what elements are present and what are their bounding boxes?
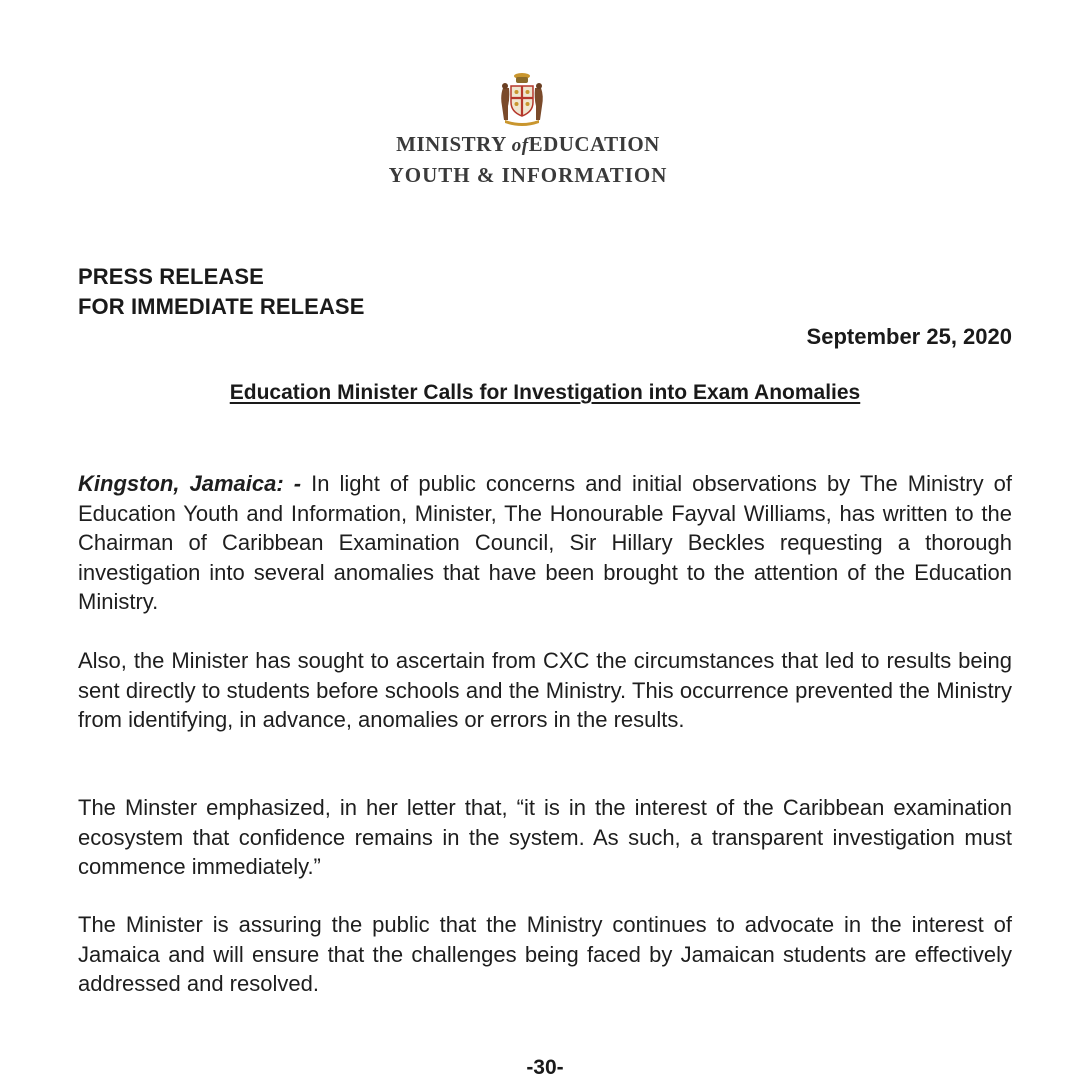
immediate-release-label: FOR IMMEDIATE RELEASE bbox=[78, 294, 365, 319]
body-paragraph-2: Also, the Minister has sought to ascertain from CXC the circumstances that led to results being sent directly to students before schools and the Ministry. This occurrence prevented the Ministry from identifying, in advance, anomalies or errors in the results. bbox=[78, 648, 1012, 732]
body-paragraph-4: The Minister is assuring the public that the Ministry continues to advocate in the interest of Jamaica and will ensure that the challenges being faced by Jamaican students are effectively addressed and resolved. bbox=[78, 912, 1012, 996]
press-release-label: PRESS RELEASE bbox=[78, 264, 264, 289]
dateline: Kingston, Jamaica: - bbox=[78, 471, 302, 496]
release-date: September 25, 2020 bbox=[806, 324, 1012, 349]
body-paragraph-1 bbox=[78, 469, 1012, 617]
ministry-name-line-2: YOUTH & INFORMATION bbox=[388, 163, 668, 187]
ministry-name-line-1: MINISTRY ofEDUCATION bbox=[396, 132, 660, 156]
body-paragraph-1-text: In light of public concerns and initial observations by The Ministry of Education Youth and Information, Minister, The Honourable Fayval Williams, has written to the Chairman of Caribbean Examination Council, Sir Hillary Beckles requesting a thorough investigation into several anomalies that have been brought to the attention of the Education Ministry. bbox=[78, 471, 1012, 614]
headline: Education Minister Calls for Investigation into Exam Anomalies bbox=[229, 381, 861, 404]
jamaica-coat-of-arms-icon bbox=[497, 70, 547, 126]
body-paragraph-3: The Minster emphasized, in her letter that, “it is in the interest of the Caribbean examination ecosystem that confidence remains in the system. As such, a transparent investigation must commence immediately.” bbox=[78, 795, 1012, 879]
end-mark: -30- bbox=[526, 1056, 564, 1079]
